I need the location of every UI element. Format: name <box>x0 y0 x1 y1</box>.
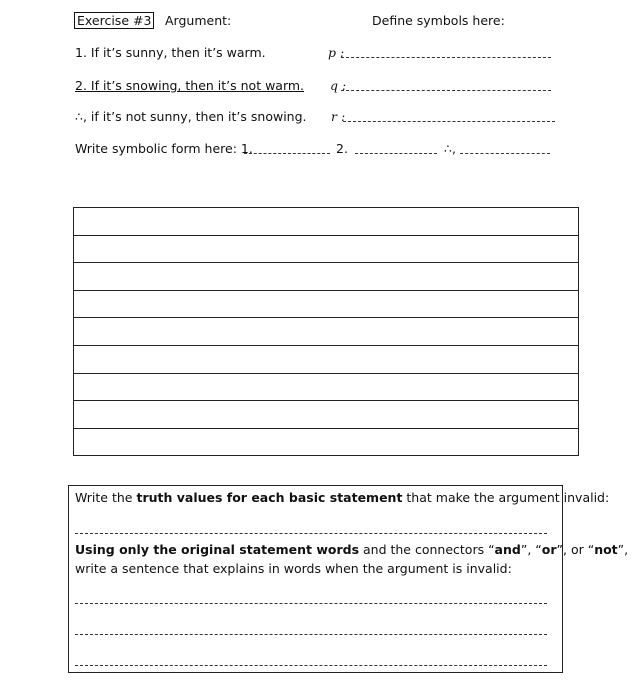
box-instruction-1 <box>75 490 609 505</box>
connector-and: and <box>494 542 521 557</box>
truth-table-row <box>74 428 579 456</box>
connector-or: or <box>541 542 557 557</box>
symbol-p-label: p : <box>328 45 345 60</box>
box-instruction-1-bold: truth values for each basic statement <box>136 490 403 505</box>
truth-table-cell[interactable] <box>74 235 579 263</box>
connector-sep-2: ”, or “ <box>556 542 595 557</box>
symbolic-conclusion-blank[interactable] <box>460 153 550 154</box>
truth-table-row <box>74 208 579 236</box>
sentence-answer-line-3[interactable] <box>75 665 547 666</box>
truth-table-row <box>74 345 579 373</box>
symbolic-form-label: Write symbolic form here: 1. <box>75 141 253 156</box>
truth-table-cell[interactable] <box>74 318 579 346</box>
truth-table <box>73 207 579 456</box>
sentence-answer-line-1[interactable] <box>75 603 547 604</box>
connector-sep-1: ”, “ <box>520 542 542 557</box>
truth-table-cell[interactable] <box>74 290 579 318</box>
invalid-explanation-box <box>68 485 629 673</box>
connector-not: not <box>594 542 618 557</box>
truth-table-cell[interactable] <box>74 208 579 236</box>
truth-table-row <box>74 235 579 263</box>
symbolic-2-label: 2. <box>336 141 348 156</box>
symbol-q-blank[interactable] <box>341 90 551 91</box>
truth-table-row <box>74 401 579 429</box>
truth-table-cell[interactable] <box>74 345 579 373</box>
symbolic-2-blank[interactable] <box>355 153 437 154</box>
truth-table-cell[interactable] <box>74 401 579 429</box>
statement-2: 2. If it’s snowing, then it’s not warm. <box>75 78 305 93</box>
box-instruction-2-bold: Using only the original statement words <box>75 542 360 557</box>
truth-table-cell[interactable] <box>74 428 579 456</box>
symbol-p-blank[interactable] <box>341 57 551 58</box>
statement-conclusion: ∴, if it’s not sunny, then it’s snowing. <box>75 109 307 124</box>
box-instruction-1-pre: Write the <box>75 490 137 505</box>
symbol-q-label: q : <box>330 78 347 93</box>
box-instruction-2 <box>75 542 628 557</box>
truth-table-cell[interactable] <box>74 373 579 401</box>
symbolic-1-blank[interactable] <box>244 153 330 154</box>
truth-table-row <box>74 318 579 346</box>
argument-label: Argument: <box>165 13 232 28</box>
truth-table-row <box>74 290 579 318</box>
statement-1: 1. If it’s sunny, then it’s warm. <box>75 45 266 60</box>
truth-values-answer-line[interactable] <box>75 533 547 534</box>
truth-table-row <box>74 373 579 401</box>
symbol-r-label: r : <box>331 109 346 124</box>
box-instruction-2-end: ”, <box>617 542 629 557</box>
sentence-answer-line-2[interactable] <box>75 634 547 635</box>
exercise-label: Exercise #3 <box>74 12 154 29</box>
truth-table-cell[interactable] <box>74 263 579 291</box>
box-instruction-2-mid: and the connectors “ <box>359 542 495 557</box>
define-symbols-label: Define symbols here: <box>372 13 505 28</box>
box-instruction-3: write a sentence that explains in words when the argument is invalid: <box>75 561 512 576</box>
truth-table-row <box>74 263 579 291</box>
box-instruction-1-post: that make the argument invalid: <box>402 490 610 505</box>
symbol-r-blank[interactable] <box>343 121 555 122</box>
symbolic-therefore-label: ∴, <box>444 141 456 156</box>
